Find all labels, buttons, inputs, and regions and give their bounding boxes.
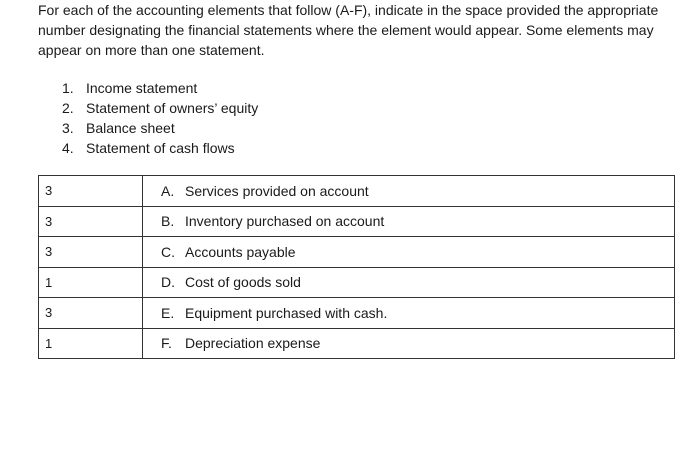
element-cell — [143, 206, 675, 237]
element-cell — [143, 176, 675, 207]
element-label: Equipment purchased with cash. — [185, 304, 388, 321]
element-label: Inventory purchased on account — [185, 213, 385, 230]
answer-cell[interactable]: 3 — [39, 298, 143, 329]
statement-number: 4. — [62, 140, 74, 156]
statement-number: 3. — [62, 120, 74, 136]
statement-label: Balance sheet — [86, 120, 175, 136]
answer-cell[interactable]: 1 — [39, 267, 143, 298]
element-cell — [143, 237, 675, 268]
answer-cell[interactable]: 3 — [39, 237, 143, 268]
element-label: Accounts payable — [185, 243, 296, 260]
statement-label: Statement of owners’ equity — [86, 100, 259, 116]
element-letter: F. — [161, 335, 172, 352]
table-row — [39, 267, 675, 298]
answer-cell[interactable]: 3 — [39, 206, 143, 237]
table-row — [39, 237, 675, 268]
instructions-text: For each of the accounting elements that follow (A-F), indicate in the space provided the appropriate number designating the financial statements where the element would appear. Some elements may appear on more than one statement. — [38, 2, 659, 58]
answer-table — [38, 175, 675, 359]
element-letter: D. — [161, 274, 175, 291]
element-letter: B. — [161, 213, 175, 230]
element-cell — [143, 328, 675, 359]
statement-label: Statement of cash flows — [86, 140, 235, 156]
statement-item — [62, 138, 258, 158]
element-letter: E. — [161, 304, 175, 321]
answer-cell[interactable]: 1 — [39, 328, 143, 359]
answer-cell[interactable]: 3 — [39, 176, 143, 207]
element-label: Cost of goods sold — [185, 274, 301, 291]
element-cell — [143, 267, 675, 298]
statement-item — [62, 78, 258, 98]
statement-number: 1. — [62, 80, 74, 96]
element-label: Services provided on account — [185, 182, 369, 199]
statement-number: 2. — [62, 100, 74, 116]
element-letter: A. — [161, 182, 175, 199]
table-row — [39, 176, 675, 207]
statement-item — [62, 118, 258, 138]
element-cell — [143, 298, 675, 329]
table-row — [39, 206, 675, 237]
element-letter: C. — [161, 243, 175, 260]
table-row — [39, 298, 675, 329]
statement-item — [62, 98, 258, 118]
financial-statement-list — [62, 78, 258, 158]
statement-label: Income statement — [86, 80, 198, 96]
element-label: Depreciation expense — [185, 335, 321, 352]
table-row — [39, 328, 675, 359]
